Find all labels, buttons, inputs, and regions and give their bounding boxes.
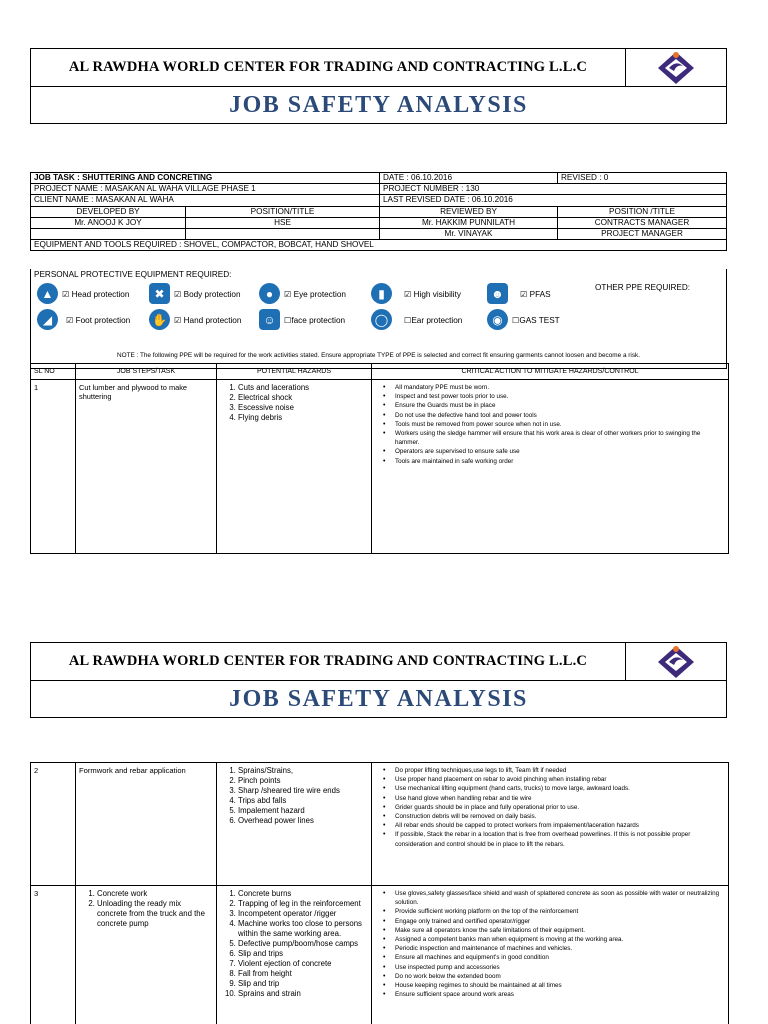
revised: REVISED : 0 bbox=[558, 173, 727, 184]
company-logo bbox=[625, 49, 726, 86]
developer-name: Mr. ANOOJ K JOY bbox=[31, 217, 186, 228]
action-item: • Use proper hand placement on rebar to avoid pinching when installing rebar bbox=[389, 775, 725, 784]
vest-icon: ▮ bbox=[371, 283, 392, 304]
hazard-item: 2. Electrical shock bbox=[238, 393, 368, 403]
position-title-header: POSITION/TITLE bbox=[186, 206, 380, 217]
reviewer-position: PROJECT MANAGER bbox=[558, 228, 727, 239]
document-title: JOB SAFETY ANALYSIS bbox=[229, 685, 528, 712]
action-list bbox=[372, 380, 729, 554]
action-item: • Operators are supervised to ensure safe use bbox=[389, 447, 725, 456]
position-title-header-2: POSITION /TITLE bbox=[558, 206, 727, 217]
ppe-eye-protection: ● ☑ Eye protection bbox=[259, 283, 346, 304]
ppe-title: PERSONAL PROTECTIVE EQUIPMENT REQUIRED: bbox=[34, 270, 232, 279]
hazard-item: 1. Sprains/Strains, bbox=[238, 766, 368, 776]
row-number: 3 bbox=[31, 886, 76, 1024]
other-ppe-required: OTHER PPE REQUIRED: bbox=[595, 283, 691, 292]
hazard-item: 3. Escessive noise bbox=[238, 403, 368, 413]
ear-defender-icon: ◯ bbox=[371, 309, 392, 330]
action-item: • All mandatory PPE must be worn. bbox=[389, 383, 725, 392]
client-name: CLIENT NAME : MASAKAN AL WAHA bbox=[31, 195, 380, 206]
action-item: • Do proper lifting techniques,use legs to lift, Team lift if needed bbox=[389, 766, 725, 775]
hazard-item: 1. Cuts and lacerations bbox=[238, 383, 368, 393]
hazard-item: 4. Flying debris bbox=[238, 413, 368, 423]
ppe-ear-protection: ◯ ☐Ear protection bbox=[371, 309, 462, 330]
document-title: JOB SAFETY ANALYSIS bbox=[229, 91, 528, 118]
action-item: • Grider guards should be in place and fully operational prior to use. bbox=[389, 803, 725, 812]
action-item: • If possible, Stack the rebar in a location that is free from overhead powerlines. If this is not possible proper consideration and control should be in place to lift the rebars. bbox=[389, 830, 725, 848]
action-item: • Engage only trained and certified operator/rigger bbox=[389, 917, 725, 926]
hazard-item: 2. Trapping of leg in the reinforcement bbox=[238, 899, 368, 909]
hazard-item: 9. Slip and trip bbox=[238, 979, 368, 989]
action-item: • Inspect and test power tools prior to use. bbox=[389, 392, 725, 401]
action-list bbox=[372, 886, 729, 1024]
col-sl-no: SL NO bbox=[31, 364, 76, 380]
action-item: • Tools are maintained in safe working order bbox=[389, 457, 725, 466]
action-item: • Use mechanical lifting equipment (hand carts, trucks) to move large, awkward loads. bbox=[389, 784, 725, 793]
hazard-list bbox=[217, 763, 372, 886]
row-number: 1 bbox=[31, 380, 76, 554]
action-item: • Make sure all operators know the safe limitations of their equipment. bbox=[389, 926, 725, 935]
col-potential-hazards: POTENTIAL HAZARDS bbox=[217, 364, 372, 380]
ppe-body-protection: ✖ ☑ Body protection bbox=[149, 283, 241, 304]
ppe-section bbox=[30, 269, 727, 369]
job-step: Formwork and rebar application bbox=[76, 763, 217, 886]
job-step-list bbox=[76, 886, 217, 1024]
hazard-item: 4. Trips abd falls bbox=[238, 796, 368, 806]
ppe-face-protection: ☺ ☐face protection bbox=[259, 309, 345, 330]
job-task: JOB TASK : SHUTTERING AND CONCRETING bbox=[31, 173, 380, 184]
action-item: • House keeping regimes to should be maintained at all times bbox=[389, 981, 725, 990]
action-item: • Use gloves,safety glasses/face shield and wash of splattered concrete as soon as possible with water or neutralizing solution. bbox=[389, 889, 725, 907]
action-item: • Use hand glove when handling rebar and tie wire bbox=[389, 794, 725, 803]
action-item: • Ensure sufficient space around work areas bbox=[389, 990, 725, 999]
action-item: • Use inspected pump and accessories bbox=[389, 963, 725, 972]
ppe-note: NOTE : The following PPE will be required for the work activities stated. Ensure appropriate TYPE of PPE is selected and correct fit ensuring garments cannot loosen and become a risk. bbox=[117, 352, 640, 359]
ppe-head-protection: ▲ ☑ Head protection bbox=[37, 283, 129, 304]
job-step: 2. Unloading the ready mix concrete from the truck and the concrete pump bbox=[97, 899, 213, 929]
action-list bbox=[372, 763, 729, 886]
action-item: • Construction debris will be removed on daily basis. bbox=[389, 812, 725, 821]
reviewed-by-header: REVIEWED BY bbox=[380, 206, 558, 217]
table-row bbox=[31, 886, 729, 1024]
reviewer-position: CONTRACTS MANAGER bbox=[558, 217, 727, 228]
table-row bbox=[31, 380, 729, 554]
table-row bbox=[31, 763, 729, 886]
empty-cell bbox=[31, 228, 186, 239]
hazard-item: 7. Violent ejection of concrete bbox=[238, 959, 368, 969]
action-item: • Do not use the defective hand tool and power tools bbox=[389, 411, 725, 420]
harness-icon: ☻ bbox=[487, 283, 508, 304]
ppe-foot-protection: ◢ ☑ Foot protection bbox=[37, 309, 130, 330]
helmet-icon: ▲ bbox=[37, 283, 58, 304]
action-item: • Assigned a competent banks man when equipment is moving at the working area. bbox=[389, 935, 725, 944]
ppe-gas-test: ◉ ☐GAS TEST bbox=[487, 309, 560, 330]
action-item: • Ensure the Guards must be in place bbox=[389, 401, 725, 410]
date: DATE : 06.10.2016 bbox=[380, 173, 558, 184]
gas-mask-icon: ◉ bbox=[487, 309, 508, 330]
hazard-item: 6. Slip and trips bbox=[238, 949, 368, 959]
hazard-list bbox=[217, 886, 372, 1024]
reviewer-name: Mr. HAKKIM PUNNILATH bbox=[380, 217, 558, 228]
col-job-steps: JOB STEPS/TASK bbox=[76, 364, 217, 380]
ppe-high-visibility: ▮ ☑ High visibility bbox=[371, 283, 461, 304]
last-revised-date: LAST REVISED DATE : 06.10.2016 bbox=[380, 195, 727, 206]
company-logo bbox=[625, 643, 726, 680]
boot-icon: ◢ bbox=[37, 309, 58, 330]
job-info-table bbox=[30, 172, 727, 251]
action-item: • Ensure all machines and equipment's in good condition bbox=[389, 953, 725, 962]
hazard-item: 5. Defective pump/boom/hose camps bbox=[238, 939, 368, 949]
ppe-hand-protection: ✋ ☑ Hand protection bbox=[149, 309, 241, 330]
hazard-item: 6. Overhead power lines bbox=[238, 816, 368, 826]
action-item: • Workers using the sledge hammer will ensure that his work area is clear of other workers prior to swinging the hammer. bbox=[389, 429, 725, 447]
company-name: AL RAWDHA WORLD CENTER FOR TRADING AND CONTRACTING L.L.C bbox=[68, 653, 588, 669]
empty-cell bbox=[186, 228, 380, 239]
goggles-icon: ● bbox=[259, 283, 280, 304]
action-item: • Tools must be removed from power source when not in use. bbox=[389, 420, 725, 429]
ppe-pfas: ☻ ☑ PFAS bbox=[487, 283, 551, 304]
developer-position: HSE bbox=[186, 217, 380, 228]
hazard-item: 3. Sharp /sheared tire wire ends bbox=[238, 786, 368, 796]
action-item: • Provide sufficient working platform on the top of the reinforcement bbox=[389, 907, 725, 916]
hazard-item: 3. Incompetent operator /rigger bbox=[238, 909, 368, 919]
developed-by-header: DEVELOPED BY bbox=[31, 206, 186, 217]
company-name: AL RAWDHA WORLD CENTER FOR TRADING AND CONTRACTING L.L.C bbox=[68, 59, 588, 75]
hazard-item: 2. Pinch points bbox=[238, 776, 368, 786]
job-step: 1. Concrete work bbox=[97, 889, 213, 899]
equipment-required: EQUIPMENT AND TOOLS REQUIRED : SHOVEL, COMPACTOR, BOBCAT, HAND SHOVEL bbox=[31, 240, 727, 251]
action-item: • Do no work below the extended boom bbox=[389, 972, 725, 981]
hazard-item: 5. Impalement hazard bbox=[238, 806, 368, 816]
hazard-table-continued bbox=[30, 762, 729, 1024]
hazard-item: 1. Concrete burns bbox=[238, 889, 368, 899]
row-number: 2 bbox=[31, 763, 76, 886]
action-item: • Periodic inspection and maintenance of machines and vehicles. bbox=[389, 944, 725, 953]
col-critical-action: CRITICAL ACTION TO MITIGATE HAZARDS/CONTROL bbox=[372, 364, 729, 380]
page-header-2 bbox=[30, 642, 727, 718]
job-step: Cut lumber and plywood to make shuttering bbox=[76, 380, 217, 554]
page-header bbox=[30, 48, 727, 124]
hazard-item: 10. Sprains and strain bbox=[238, 989, 368, 999]
coverall-icon: ✖ bbox=[149, 283, 170, 304]
action-item: • All rebar ends should be capped to protect workers from impalement/laceration hazards bbox=[389, 821, 725, 830]
project-number: PROJECT NUMBER : 130 bbox=[380, 184, 727, 195]
glove-icon: ✋ bbox=[149, 309, 170, 330]
face-shield-icon: ☺ bbox=[259, 309, 280, 330]
hazard-table bbox=[30, 363, 729, 554]
hazard-list bbox=[217, 380, 372, 554]
project-name: PROJECT NAME : MASAKAN AL WAHA VILLAGE PHASE 1 bbox=[31, 184, 380, 195]
reviewer-name: Mr. VINAYAK bbox=[380, 228, 558, 239]
hazard-item: 8. Fall from height bbox=[238, 969, 368, 979]
hazard-item: 4. Machine works too close to persons within the same working area. bbox=[238, 919, 368, 939]
